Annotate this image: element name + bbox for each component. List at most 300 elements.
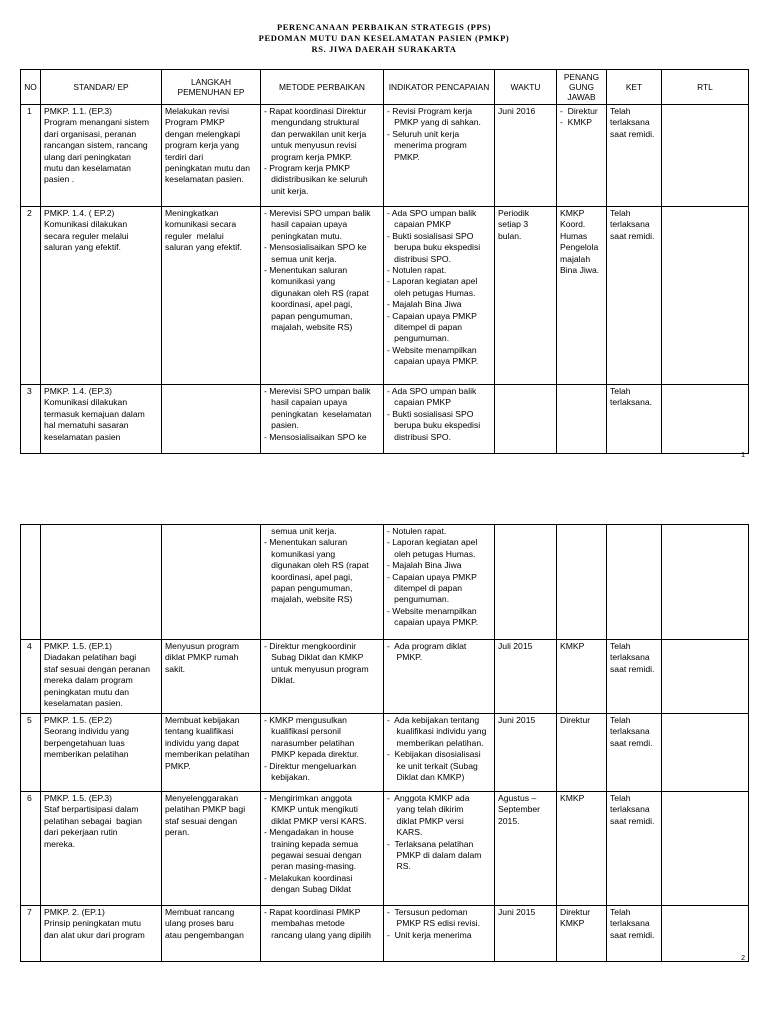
cell-line: Telah: [610, 715, 631, 725]
cell-line: - Mensosialisaikan SPO ke: [264, 242, 367, 253]
cell-line: secara reguler melalui: [44, 230, 129, 241]
cell-line: - Website menampilkan: [387, 344, 477, 355]
standar-cell: [41, 105, 162, 207]
cell-line: KARS.: [387, 827, 423, 838]
penanggung-jawab-cell: [557, 906, 607, 962]
cell-line: digunakan oleh RS (rapat: [264, 560, 369, 571]
cell-line: - Mensosialisaikan SPO ke: [264, 431, 367, 442]
cell-line: pasien.: [264, 420, 299, 431]
cell-line: capaian PMKP: [387, 397, 452, 408]
cell-line: Program PMKP: [165, 117, 225, 128]
cell-line: staf sesuai dengan: [165, 815, 238, 826]
cell-line: Periodik: [498, 208, 530, 218]
cell-line: Prinsip peningkatan mutu: [44, 918, 141, 929]
cell-line: terlaksana: [610, 117, 650, 128]
cell-line: PMKP. 1.5. (EP.1): [44, 641, 112, 651]
cell-line: - Kebijakan disosialisasi: [387, 749, 481, 760]
cell-line: berpengetahuan luas: [44, 737, 125, 748]
cell-line: memberikan pelatihan: [165, 749, 250, 760]
row-number: 1: [21, 105, 41, 207]
waktu-cell: [495, 714, 557, 792]
langkah-cell: [162, 640, 261, 714]
standar-cell: [41, 640, 162, 714]
penanggung-jawab-cell: [557, 714, 607, 792]
cell-line: Subag Diklat dan KMKP: [264, 652, 364, 663]
cell-line: program kerja PMKP.: [264, 151, 353, 162]
cell-line: dan perwakilan unit kerja: [264, 128, 367, 139]
ket-cell: [607, 525, 662, 640]
col-header-rtl: RTL: [662, 70, 749, 105]
cell-line: berupa buku ekspedisi: [387, 420, 481, 431]
cell-line: Meningkatkan: [165, 208, 219, 218]
cell-line: PMKP. 1.1. (EP.3): [44, 106, 112, 116]
cell-line: pegawai sesuai dengan: [264, 850, 362, 861]
cell-line: peran.: [165, 827, 190, 838]
cell-line: Telah: [610, 386, 631, 396]
cell-line: keselamatan pasien: [44, 431, 121, 442]
header-line-2: PEDOMAN MUTU DAN KESELAMATAN PASIEN (PMKP): [258, 33, 510, 43]
penanggung-jawab-cell: [557, 525, 607, 640]
langkah-cell: [162, 906, 261, 962]
cell-line: PMKP.: [165, 760, 191, 771]
cell-line: saluran yang efektif.: [44, 242, 121, 253]
cell-line: capaian upaya PMKP.: [387, 617, 479, 628]
standar-cell: [41, 906, 162, 962]
cell-line: - Revisi Program kerja: [387, 106, 473, 116]
cell-line: membahas metode: [264, 918, 345, 929]
cell-line: ulang dari peningkatan: [44, 151, 131, 162]
cell-line: saat remidi.: [610, 663, 655, 674]
cell-line: Direktur: [560, 907, 591, 917]
cell-line: keselamatan pasien.: [44, 698, 123, 709]
cell-line: diklat PMKP rumah: [165, 652, 239, 663]
cell-line: Direktur: [560, 715, 591, 725]
cell-line: KMKP: [560, 918, 585, 929]
cell-line: Bina Jiwa.: [560, 265, 600, 276]
cell-line: peran masing-masing.: [264, 861, 357, 872]
cell-line: KMKP untuk mengikuti: [264, 804, 358, 815]
cell-line: majalah: [560, 253, 591, 264]
plan-table-page-1: [20, 69, 749, 454]
cell-line: diklat PMKP versi: [387, 815, 464, 826]
cell-line: - Laporan kegiatan apel: [387, 276, 478, 287]
page-number: 2: [741, 955, 745, 962]
cell-line: Staf berpartisipasi dalam: [44, 804, 139, 815]
cell-line: PMKP. 1.4. ( EP.2): [44, 208, 115, 218]
cell-line: reguler melalui: [165, 230, 224, 241]
cell-line: papan pengumuman,: [264, 310, 353, 321]
cell-line: oleh petugas Humas.: [387, 548, 476, 559]
cell-line: atau pengembangan: [165, 929, 244, 940]
col-header-no: NO: [21, 70, 41, 105]
cell-line: - Menentukan saluran: [264, 537, 348, 548]
table-row: [21, 640, 749, 714]
cell-line: - Ada SPO umpan balik: [387, 386, 477, 396]
cell-line: dengan Subag Diklat: [264, 884, 351, 895]
cell-line: Komunikasi dilakukan: [44, 219, 128, 230]
cell-line: Menyelenggarakan: [165, 793, 239, 803]
cell-line: - Direktur mengkoordinir: [264, 641, 357, 651]
cell-line: - Ada program diklat: [387, 641, 467, 651]
cell-line: setiap 3: [498, 219, 529, 230]
cell-line: - Rapat koordinasi PMKP: [264, 907, 361, 917]
cell-line: - Bukti sosialisasi SPO: [387, 230, 474, 241]
cell-line: terlaksana: [610, 652, 650, 663]
cell-line: 2015.: [498, 815, 520, 826]
cell-line: terlaksana: [610, 918, 650, 929]
cell-line: Telah: [610, 641, 631, 651]
table-row: [21, 207, 749, 385]
cell-line: - Program kerja PMKP: [264, 163, 350, 174]
table-row: [21, 906, 749, 962]
cell-line: Juli 2015: [498, 641, 533, 651]
cell-line: semua unit kerja.: [264, 526, 337, 536]
metode-cell: [261, 714, 384, 792]
cell-line: kualifikasi personil: [264, 726, 341, 737]
cell-line: - Mengadakan in house: [264, 827, 354, 838]
cell-line: KMKP: [560, 641, 585, 651]
cell-line: KMKP: [560, 793, 585, 803]
cell-line: Diadakan pelatihan bagi: [44, 652, 137, 663]
cell-line: PMKP kepada direktur.: [264, 749, 359, 760]
metode-cell: [261, 906, 384, 962]
cell-line: pengumuman.: [387, 333, 450, 344]
rtl-cell: [662, 714, 749, 792]
cell-line: - Majalah Bina Jiwa: [387, 299, 462, 310]
cell-line: bulan.: [498, 230, 522, 241]
cell-line: KMKP: [560, 208, 585, 218]
cell-line: ditempel di papan: [387, 322, 463, 333]
cell-line: distribusi SPO.: [387, 431, 451, 442]
cell-line: - Merevisi SPO umpan balik: [264, 208, 371, 218]
cell-line: diklat PMKP versi KARS.: [264, 815, 367, 826]
cell-line: - Unit kerja menerima: [387, 929, 472, 940]
col-header-penanggung-jawab: PENANG GUNG JAWAB: [557, 70, 607, 105]
cell-line: ulang proses baru: [165, 918, 234, 929]
cell-line: terlaksana: [610, 219, 650, 230]
indikator-cell: [384, 792, 495, 906]
cell-line: sakit.: [165, 663, 186, 674]
cell-line: Menyusun program: [165, 641, 240, 651]
cell-line: digunakan oleh RS (rapat: [264, 287, 369, 298]
penanggung-jawab-cell: [557, 640, 607, 714]
metode-cell: [261, 792, 384, 906]
standar-cell: [41, 385, 162, 454]
rtl-cell: [662, 792, 749, 906]
row-number: 7: [21, 906, 41, 962]
document-header: [0, 22, 768, 55]
indikator-cell: [384, 906, 495, 962]
ket-cell: [607, 105, 662, 207]
langkah-cell: [162, 207, 261, 385]
cell-line: memberikan pelatihan: [44, 749, 129, 760]
cell-line: komunikasi yang: [264, 276, 336, 287]
cell-line: PMKP. 1.5. (EP.2): [44, 715, 112, 725]
cell-line: Juni 2016: [498, 106, 536, 116]
waktu-cell: [495, 792, 557, 906]
cell-line: pelatihan sebagai bagian: [44, 815, 142, 826]
rtl-cell: [662, 906, 749, 962]
cell-line: pasien .: [44, 174, 75, 185]
cell-line: - Terlaksana pelatihan: [387, 838, 474, 849]
langkah-cell: [162, 714, 261, 792]
cell-line: - Notulen rapat.: [387, 265, 447, 276]
cell-line: - Capaian upaya PMKP: [387, 310, 477, 321]
cell-line: narasumber pelatihan: [264, 737, 355, 748]
cell-line: PMKP.: [387, 652, 423, 663]
cell-line: koordinasi, apel pagi,: [264, 571, 353, 582]
cell-line: yang telah dikirim: [387, 804, 464, 815]
header-line-3: RS. JIWA DAERAH SURAKARTA: [311, 44, 457, 54]
cell-line: pengumuman.: [387, 594, 450, 605]
continuation-row: [21, 525, 749, 640]
cell-line: - Majalah Bina Jiwa: [387, 560, 462, 571]
cell-line: - Website menampilkan: [387, 605, 477, 616]
cell-line: Telah: [610, 208, 631, 218]
waktu-cell: [495, 525, 557, 640]
cell-line: terlaksana: [610, 804, 650, 815]
col-header-waktu: WAKTU: [495, 70, 557, 105]
row-number: 5: [21, 714, 41, 792]
page-number: 1: [741, 452, 745, 459]
metode-cell: [261, 105, 384, 207]
cell-line: majalah, website RS): [264, 322, 353, 333]
col-header-standar: STANDAR/ EP: [41, 70, 162, 105]
cell-line: Pengelola: [560, 242, 599, 253]
cell-line: kebijakan.: [264, 772, 310, 783]
cell-line: - KMKP: [560, 117, 592, 128]
cell-line: PMKP. 1.4. (EP.3): [44, 386, 112, 396]
cell-line: Program menangani sistem: [44, 117, 150, 128]
penanggung-jawab-cell: [557, 792, 607, 906]
cell-line: - Notulen rapat.: [387, 526, 447, 536]
indikator-cell: [384, 640, 495, 714]
cell-line: koordinasi, apel pagi,: [264, 299, 353, 310]
col-header-langkah: LANGKAH PEMENUHAN EP: [162, 70, 261, 105]
cell-line: mereka dalam program: [44, 675, 133, 686]
cell-line: - Laporan kegiatan apel: [387, 537, 478, 548]
cell-line: PMKP. 2. (EP.1): [44, 907, 105, 917]
cell-line: memberikan pelatihan.: [387, 737, 484, 748]
row-number: 2: [21, 207, 41, 385]
cell-line: ke unit terkait (Subag: [387, 760, 478, 771]
waktu-cell: [495, 207, 557, 385]
ket-cell: [607, 906, 662, 962]
table-row: [21, 385, 749, 454]
cell-line: program kerja yang: [165, 140, 240, 151]
cell-line: saat remdi.: [610, 737, 653, 748]
metode-cell: [261, 640, 384, 714]
cell-line: semua unit kerja.: [264, 253, 337, 264]
waktu-cell: [495, 105, 557, 207]
cell-line: dari pekerjaan rutin: [44, 827, 118, 838]
cell-line: - Mengirimkan anggota: [264, 793, 352, 803]
cell-line: oleh petugas Humas.: [387, 287, 476, 298]
penanggung-jawab-cell: [557, 105, 607, 207]
cell-line: capaian upaya PMKP.: [387, 356, 479, 367]
col-header-metode: METODE PERBAIKAN: [261, 70, 384, 105]
cell-line: - Ada kebijakan tentang: [387, 715, 480, 725]
cell-line: rancangan sistem, rancang: [44, 140, 148, 151]
cell-line: Membuat kebijakan: [165, 715, 240, 725]
standar-cell: [41, 207, 162, 385]
indikator-cell: [384, 714, 495, 792]
cell-line: komunikasi yang: [264, 548, 336, 559]
cell-line: capaian PMKP: [387, 219, 452, 230]
langkah-cell: [162, 525, 261, 640]
cell-line: - Melakukan koordinasi: [264, 872, 353, 883]
table-row: [21, 714, 749, 792]
standar-cell: [41, 714, 162, 792]
standar-cell: [41, 525, 162, 640]
cell-line: komunikasi secara: [165, 219, 237, 230]
cell-line: Telah: [610, 106, 631, 116]
cell-line: - Capaian upaya PMKP: [387, 571, 477, 582]
cell-line: - Anggota KMKP ada: [387, 793, 470, 803]
cell-line: terdiri dari: [165, 151, 204, 162]
cell-line: tentang kualifikasi: [165, 726, 234, 737]
cell-line: ditempel di papan: [387, 583, 463, 594]
cell-line: RS.: [387, 861, 411, 872]
row-number: 6: [21, 792, 41, 906]
standar-cell: [41, 792, 162, 906]
cell-line: terlaksana: [610, 726, 650, 737]
cell-line: PMKP RS edisi revisi.: [387, 918, 480, 929]
cell-line: majalah, website RS): [264, 594, 353, 605]
cell-line: untuk menyusun revisi: [264, 140, 357, 151]
cell-line: didistribusikan ke seluruh: [264, 174, 368, 185]
metode-cell: [261, 385, 384, 454]
cell-line: Diklat.: [264, 675, 296, 686]
plan-table-page-2: [20, 524, 749, 962]
langkah-cell: [162, 792, 261, 906]
penanggung-jawab-cell: [557, 385, 607, 454]
cell-line: PMKP yang di sahkan.: [387, 117, 481, 128]
cell-line: hasil capaian upaya: [264, 219, 348, 230]
waktu-cell: [495, 640, 557, 714]
cell-line: saat remidi.: [610, 815, 655, 826]
header-line-1: PERENCANAAN PERBAIKAN STRATEGIS (PPS): [276, 22, 492, 32]
cell-line: - KMKP mengusulkan: [264, 715, 347, 725]
cell-line: unit kerja.: [264, 185, 309, 196]
cell-line: saat remidi.: [610, 230, 655, 241]
cell-line: Juni 2015: [498, 715, 536, 725]
cell-line: terlaksana.: [610, 397, 653, 408]
cell-line: Diklat dan KMKP): [387, 772, 465, 783]
table-header-row: [21, 70, 749, 105]
cell-line: Agustus –: [498, 793, 537, 803]
cell-line: - Bukti sosialisasi SPO: [387, 408, 474, 419]
cell-line: berupa buku ekspedisi: [387, 242, 481, 253]
indikator-cell: [384, 385, 495, 454]
cell-line: dari organisasi, peranan: [44, 128, 137, 139]
cell-line: rancang ulang yang dipilih: [264, 929, 372, 940]
cell-line: Koord.: [560, 219, 586, 230]
cell-line: Komunikasi dilakukan: [44, 397, 128, 408]
langkah-cell: [162, 105, 261, 207]
rtl-cell: [662, 640, 749, 714]
cell-line: menerima program: [387, 140, 467, 151]
cell-line: Juni 2015: [498, 907, 536, 917]
ket-cell: [607, 714, 662, 792]
cell-line: pelatihan PMKP bagi: [165, 804, 246, 815]
cell-line: Melakukan revisi: [165, 106, 229, 116]
cell-line: September: [498, 804, 541, 815]
cell-line: untuk menyusun program: [264, 663, 369, 674]
cell-line: - Direktur: [560, 106, 598, 116]
cell-line: mengundang struktural: [264, 117, 360, 128]
col-header-ket: KET: [607, 70, 662, 105]
rtl-cell: [662, 525, 749, 640]
cell-line: staf sesuai dengan peranan: [44, 663, 151, 674]
rtl-cell: [662, 105, 749, 207]
row-number: 3: [21, 385, 41, 454]
langkah-cell: [162, 385, 261, 454]
metode-cell: [261, 525, 384, 640]
rtl-cell: [662, 207, 749, 385]
cell-line: keselamatan pasien.: [165, 174, 244, 185]
cell-line: PMKP di dalam dalam: [387, 850, 482, 861]
cell-line: peningkatan keselamatan: [264, 408, 372, 419]
cell-line: peningkatan mutu.: [264, 230, 342, 241]
cell-line: saat remidi.: [610, 128, 655, 139]
row-number: 4: [21, 640, 41, 714]
table-row: [21, 792, 749, 906]
cell-line: dan alat ukur dari program: [44, 929, 145, 940]
cell-line: - Merevisi SPO umpan balik: [264, 386, 371, 396]
cell-line: individu yang dapat: [165, 737, 240, 748]
cell-line: termasuk kemajuan dalam: [44, 408, 145, 419]
cell-line: peningkatan mutu dan: [165, 163, 251, 174]
metode-cell: [261, 207, 384, 385]
cell-line: Humas: [560, 230, 588, 241]
cell-line: Membuat rancang: [165, 907, 235, 917]
cell-line: peningkatan mutu dan: [44, 686, 130, 697]
cell-line: saat remidi.: [610, 929, 655, 940]
penanggung-jawab-cell: [557, 207, 607, 385]
cell-line: - Direktur mengeluarkan: [264, 760, 357, 771]
cell-line: PMKP. 1.5. (EP.3): [44, 793, 112, 803]
indikator-cell: [384, 105, 495, 207]
cell-line: - Seluruh unit kerja: [387, 128, 460, 139]
cell-line: hal mematuhi sasaran: [44, 420, 129, 431]
cell-line: Telah: [610, 907, 631, 917]
cell-line: Telah: [610, 793, 631, 803]
cell-line: kualifikasi individu yang: [387, 726, 487, 737]
ket-cell: [607, 792, 662, 906]
col-header-indikator: INDIKATOR PENCAPAIAN: [384, 70, 495, 105]
cell-line: papan pengumuman,: [264, 583, 353, 594]
cell-line: mutu dan keselamatan: [44, 163, 131, 174]
indikator-cell: [384, 207, 495, 385]
cell-line: - Menentukan saluran: [264, 265, 348, 276]
cell-line: hasil capaian upaya: [264, 397, 348, 408]
cell-line: saluran yang efektif.: [165, 242, 242, 253]
cell-line: mereka.: [44, 838, 76, 849]
cell-line: PMKP.: [387, 151, 420, 162]
cell-line: distribusi SPO.: [387, 253, 451, 264]
rtl-cell: [662, 385, 749, 454]
waktu-cell: [495, 906, 557, 962]
cell-line: dengan melengkapi: [165, 128, 241, 139]
cell-line: - Tersusun pedoman: [387, 907, 468, 917]
waktu-cell: [495, 385, 557, 454]
indikator-cell: [384, 525, 495, 640]
ket-cell: [607, 385, 662, 454]
cell-line: training kepada semua: [264, 838, 359, 849]
cell-line: - Ada SPO umpan balik: [387, 208, 477, 218]
cell-line: - Rapat koordinasi Direktur: [264, 106, 367, 116]
